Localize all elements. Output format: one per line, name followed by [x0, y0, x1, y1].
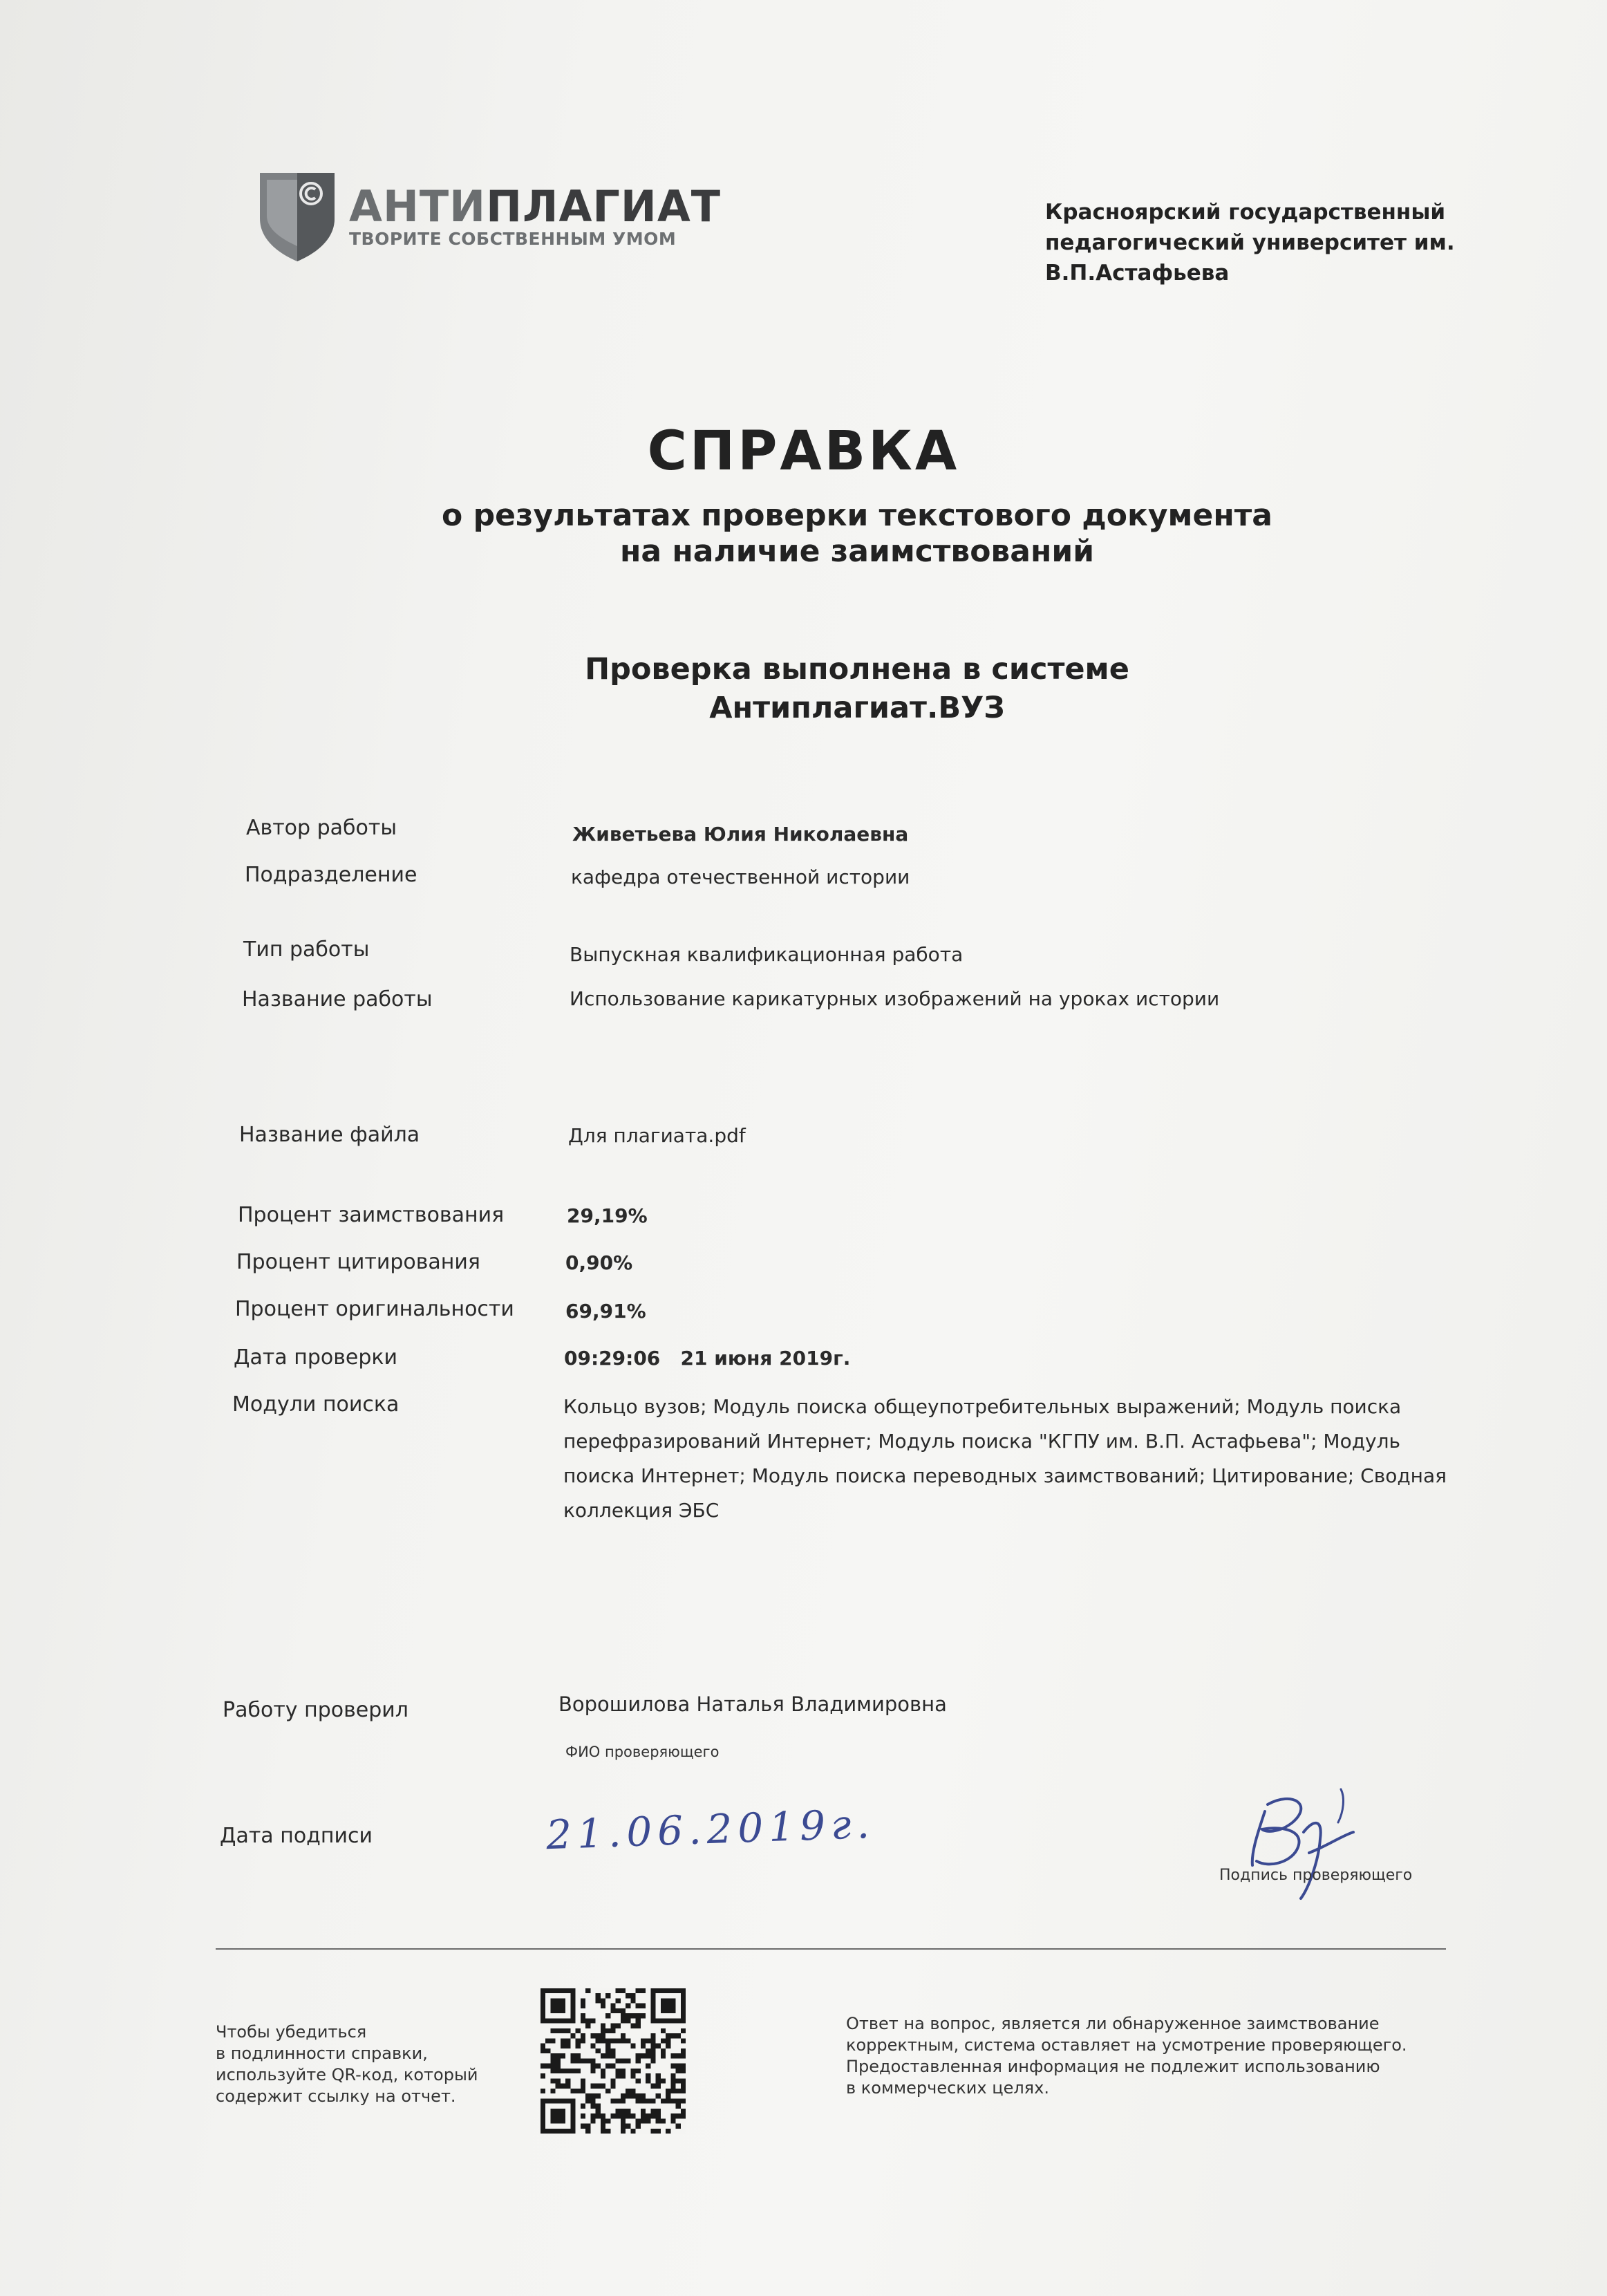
logo-slogan: ТВОРИТЕ СОБСТВЕННЫМ УМОМ — [349, 229, 677, 249]
antiplagiat-logo — [349, 181, 721, 249]
originality-value: 69,91% — [565, 1300, 646, 1323]
footer-line: в коммерческих целях. — [846, 2078, 1049, 2098]
originality-label: Процент оригинальности — [235, 1297, 514, 1321]
handwritten-date: 21.06.2019г. — [545, 1800, 876, 1859]
check-date-label: Дата проверки — [234, 1345, 398, 1370]
signature-caption: Подпись проверяющего — [1219, 1867, 1413, 1884]
university-line: Красноярский государственный — [1045, 200, 1446, 225]
author-value: Живетьева Юлия Николаевна — [572, 823, 909, 846]
university-line: педагогический университет им. — [1045, 230, 1455, 255]
footer-line: в подлинности справки, — [216, 2044, 428, 2063]
signature-date-label: Дата подписи — [220, 1824, 373, 1848]
logo-brand-light: АНТИ — [349, 181, 487, 232]
footer-line: Предоставленная информация не подлежит использованию — [846, 2057, 1380, 2076]
checker-value: Ворошилова Наталья Владимировна — [558, 1692, 947, 1716]
footer-line: Чтобы убедиться — [216, 2022, 367, 2042]
author-label: Автор работы — [246, 816, 397, 840]
footer-disclaimer — [846, 2013, 1407, 2099]
file-name-label: Название файла — [239, 1123, 420, 1147]
footer-divider — [216, 1948, 1446, 1950]
work-name-label: Название работы — [242, 987, 433, 1011]
modules-value: Кольцо вузов; Модуль поиска общеупотребительных выражений; Модуль поиска перефразирований Интернет; Модуль поиска "КГПУ им. В.П. Астафьева"; Модуль поиска Интернет; Модуль поиска переводных заимствований; Цитирование; Сводная коллекция ЭБС — [563, 1395, 1447, 1522]
department-label: Подразделение — [245, 863, 417, 887]
work-name-value: Использование карикатурных изображений на уроках истории — [570, 987, 1220, 1010]
citation-value: 0,90% — [565, 1251, 633, 1274]
file-name-value: Для плагиата.pdf — [568, 1124, 746, 1147]
university-name — [1045, 197, 1455, 288]
check-date-value: 09:29:06 21 июня 2019г. — [564, 1347, 851, 1370]
work-type-label: Тип работы — [243, 937, 370, 962]
footer-line: содержит ссылку на отчет. — [216, 2087, 456, 2106]
citation-label: Процент цитирования — [236, 1250, 480, 1274]
university-line: В.П.Астафьева — [1045, 261, 1230, 286]
borrowing-label: Процент заимствования — [238, 1203, 505, 1227]
work-type-value: Выпускная квалификационная работа — [570, 943, 964, 966]
footer-line: корректным, система оставляет на усмотрение проверяющего. — [846, 2035, 1407, 2055]
shield-copyright-icon — [257, 170, 337, 263]
footer-line: Ответ на вопрос, является ли обнаруженное заимствование — [846, 2014, 1380, 2033]
subtitle-line: о результатах проверки текстового документа — [442, 498, 1272, 533]
qr-code-icon[interactable] — [541, 1988, 686, 2134]
system-line: Антиплагиат.ВУЗ — [709, 691, 1005, 725]
modules-label: Модули поиска — [232, 1392, 400, 1417]
document-subtitle — [0, 498, 1607, 570]
checker-caption: ФИО проверяющего — [565, 1744, 720, 1760]
subtitle-line: на наличие заимствований — [619, 534, 1095, 569]
logo-brand — [349, 181, 721, 232]
logo-brand-dark: ПЛАГИАТ — [486, 181, 722, 232]
system-heading — [0, 650, 1607, 727]
footer-line: используйте QR-код, который — [216, 2065, 478, 2084]
borrowing-value: 29,19% — [567, 1204, 648, 1227]
system-line: Проверка выполнена в системе — [585, 652, 1129, 687]
checker-label: Работу проверил — [223, 1698, 408, 1722]
department-value: кафедра отечественной истории — [571, 866, 910, 888]
footer-qr-note — [216, 2022, 478, 2107]
document-title: СПРАВКА — [647, 420, 960, 483]
